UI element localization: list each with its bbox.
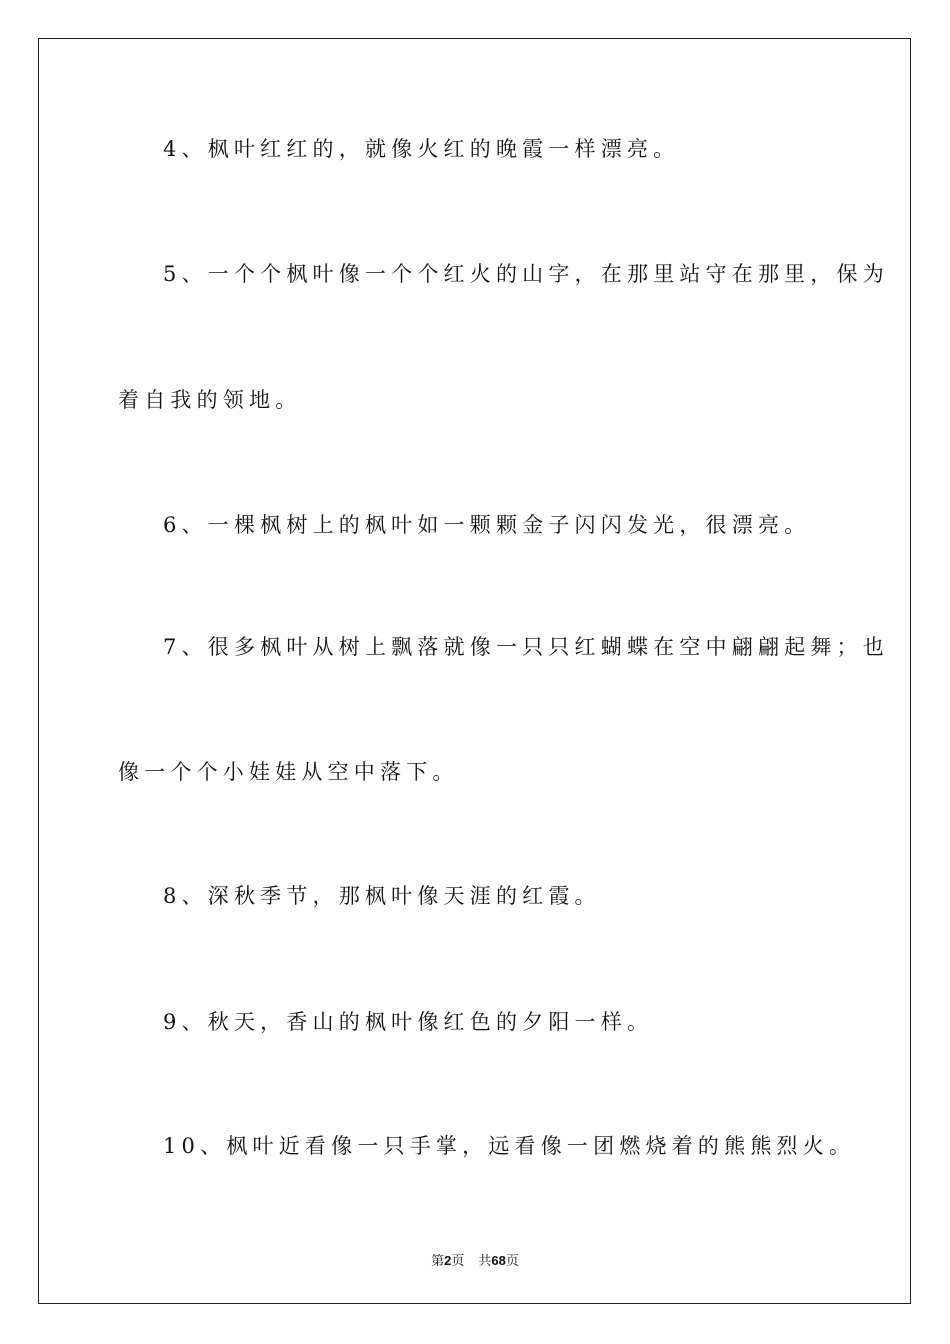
total-prefix: 共 [478, 1254, 492, 1269]
page-suffix: 页 [451, 1254, 465, 1269]
page-number-footer [0, 1250, 950, 1269]
paragraph-8: 8、深秋季节，那枫叶像天涯的红霞。 [163, 884, 601, 908]
paragraph-9: 9、秋天，香山的枫叶像红色的夕阳一样。 [163, 1010, 654, 1034]
total-page-count: 68 [491, 1253, 506, 1268]
paragraph-6: 6、一棵枫树上的枫叶如一颗颗金子闪闪发光，很漂亮。 [163, 513, 811, 537]
page-prefix: 第 [431, 1254, 445, 1269]
paragraph-7-continued: 像一个个小娃娃从空中落下。 [118, 760, 459, 784]
total-suffix: 页 [505, 1254, 519, 1269]
page-border [38, 38, 911, 1304]
paragraph-10: 10、枫叶近看像一只手掌，远看像一团燃烧着的熊熊烈火。 [163, 1134, 856, 1158]
paragraph-4: 4、枫叶红红的，就像火红的晚霞一样漂亮。 [163, 137, 680, 161]
current-page-number: 2 [444, 1253, 452, 1268]
paragraph-5: 5、一个个枫叶像一个个红火的山字，在那里站守在那里，保为 [163, 262, 889, 286]
paragraph-7: 7、很多枫叶从树上飘落就像一只只红蝴蝶在空中翩翩起舞；也 [163, 635, 889, 659]
paragraph-5-continued: 着自我的领地。 [118, 388, 302, 412]
